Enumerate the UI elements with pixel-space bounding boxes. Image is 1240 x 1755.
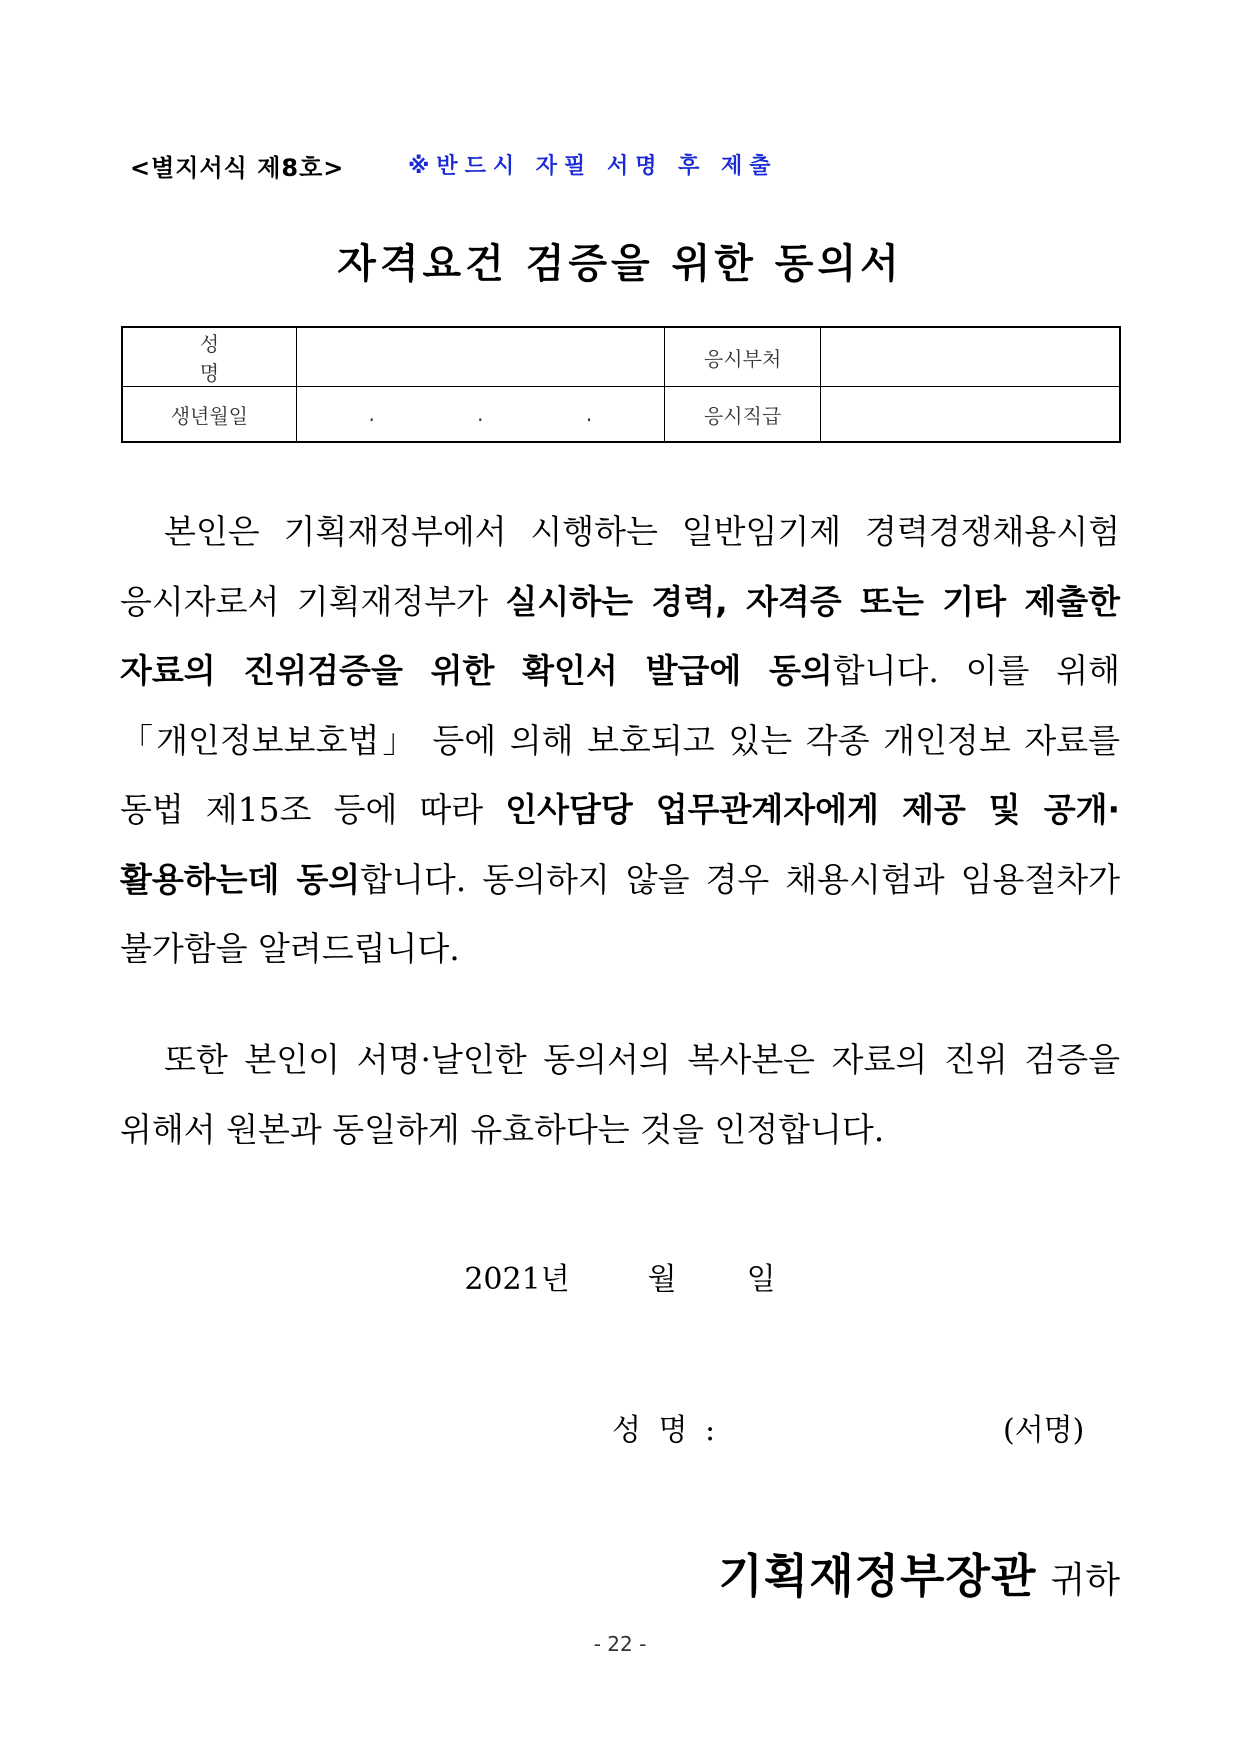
applied-grade-label: 응시직급: [665, 387, 821, 443]
p1-segment-4: 인사담당 업무관계자에게 제공 및 공개·활용하는데 동의: [120, 790, 1120, 899]
p1-segment-3: 합니다. 이를 위해 「개인정보보호법」 등에 의해 보호되고 있는 각종 개인정보 자료를 동법 제15조 등에 따라: [120, 651, 1120, 829]
p1-segment-2: 실시하는 경력, 자격증 또는 기타 제출한 자료의 진위검증을 위한 확인서 발급에 동의: [120, 581, 1121, 690]
recipient: [718, 1540, 1120, 1606]
birth-date-label: 생년월일: [122, 387, 296, 443]
name-label: 성 명: [122, 327, 296, 387]
date-year: 2021년: [464, 1262, 570, 1297]
recipient-name: 기획재정부장관: [718, 1549, 1037, 1603]
p1-segment-5: 합니다. 동의하지 않을 경우 채용시험과 임용절차가 불가함을 알려드립니다.: [120, 859, 1120, 968]
table-row: [122, 387, 1120, 443]
document-title: 자격요건 검증을 위한 동의서: [337, 241, 903, 287]
applied-ministry-label: 응시부처: [665, 327, 821, 387]
birth-date-field[interactable]: . . .: [296, 387, 664, 443]
date-month: 월: [647, 1262, 677, 1297]
date-day: 일: [746, 1262, 776, 1297]
name-field[interactable]: [296, 327, 664, 387]
date-line: [0, 1254, 1240, 1298]
page-number: - 22 -: [593, 1632, 647, 1656]
signature-mark: (서명): [1003, 1413, 1085, 1448]
consent-paragraph-1: [120, 497, 1120, 984]
table-row: [122, 327, 1120, 387]
p2-text: 또한 본인이 서명·날인한 동의서의 복사본은 자료의 진위 검증을 위해서 원본과 동일하게 유효하다는 것을 인정합니다.: [120, 1040, 1120, 1149]
signature-required-notice: ※반드시 자필 서명 후 제출: [408, 154, 778, 179]
applied-ministry-field[interactable]: [821, 327, 1120, 387]
recipient-honorific: 귀하: [1050, 1560, 1120, 1601]
consent-paragraph-2: [120, 1025, 1120, 1164]
applicant-info-table: [121, 326, 1121, 443]
applied-grade-field[interactable]: [821, 387, 1120, 443]
form-number-label: <별지서식 제8호>: [130, 154, 345, 182]
p1-segment-1: 본인은 기획재정부에서 시행하는 일반임기제 경력경쟁채용시험 응시자로서 기획재정부가: [120, 512, 1120, 621]
signature-name-label: 성 명 :: [612, 1413, 720, 1448]
